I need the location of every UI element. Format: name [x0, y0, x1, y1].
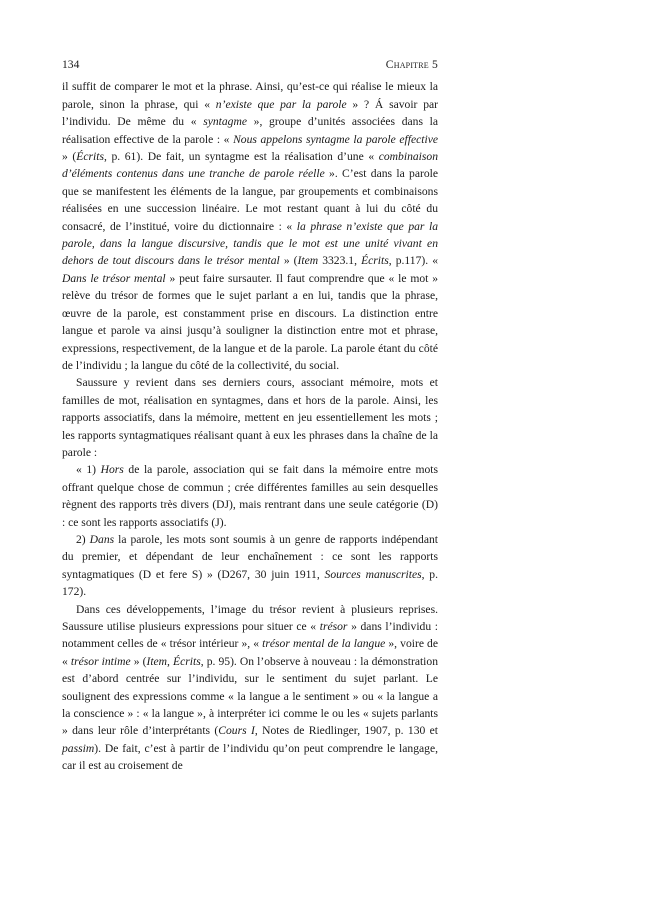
- italic-text: Sources manuscrites: [324, 567, 422, 581]
- text-run: » (: [279, 254, 298, 268]
- text-run: », groupe d’unités associées dans la réalisation effective de la parole : «: [62, 115, 438, 146]
- running-header: [62, 56, 438, 73]
- text-run: la parole, les mots sont soumis à un genre de rapports indépendant du premier, et dépendant de leur enchaînement : ce sont les rapports syntagmatiques (D et fere S) » (D267, 30 juin 1911,: [62, 532, 438, 581]
- book-page: [62, 56, 438, 775]
- italic-text: la phrase n’existe que par la parole, dans la langue discursive, tandis que le mot est une unité vivant en dehors de tout discours dans le trésor mental: [62, 219, 439, 268]
- paragraph: [62, 531, 438, 601]
- text-run: » (: [62, 150, 77, 164]
- text-run: , p. 95). On l’observe à nouveau : la démonstration est d’abord centrée sur l’individu, sur le sentiment du sujet parlant. Le soulignent des expressions comme « la langue a le sentiment » ou « la langue a la conscience » : « la langue », à interpréter ici comme le ou les « sujets parlants » dans leur rôle d’interprétants (: [62, 654, 439, 738]
- text-run: Dans ces développements, l’image du trésor revient à plusieurs reprises. Saussure utilise plusieurs expressions pour situer ce «: [62, 602, 438, 633]
- text-run: « 1): [76, 463, 101, 477]
- italic-text: combinaison d’éléments contenus dans une tranche de parole réelle: [62, 150, 438, 181]
- text-run: 2): [76, 532, 90, 546]
- text-run: » ? Á savoir par l’individu. De même du «: [62, 97, 438, 129]
- italic-text: Dans le trésor mental: [62, 271, 166, 285]
- paragraph: [62, 461, 438, 531]
- text-run: , p. 172).: [62, 567, 438, 599]
- text-run: il suffit de comparer le mot et la phrase. Ainsi, qu’est-ce qui réalise le mieux la parole, sinon la phrase, qui «: [62, 80, 438, 111]
- italic-text: Cours I: [218, 724, 255, 738]
- italic-text: Nous appelons syntagme la parole effective: [233, 132, 439, 146]
- italic-text: trésor: [319, 620, 348, 633]
- paragraph: [62, 601, 438, 775]
- text-run: , p. 61). De fait, un syntagme est la réalisation d’une «: [103, 150, 379, 164]
- text-run: ». C’est dans la parole que se manifestent les éléments de la langue, par groupements et combinaisons réalisées en une succession linéaire. Le mot restant quant à lui du côté du consacré, de l’institué, voire du dictionnaire : «: [62, 167, 438, 233]
- paragraph: [62, 78, 438, 374]
- italic-text: Écrits: [76, 150, 104, 164]
- text-run: , Notes de Riedlinger, 1907, p. 130 et: [254, 724, 438, 738]
- paragraph: [62, 374, 438, 461]
- italic-text: Item, Écrits: [146, 654, 201, 668]
- text-run: de la parole, association qui se fait dans la mémoire entre mots offrant quelque chose de commun ; crée différentes familles au sein desquelles règnent des rapports très divers (DJ), mais rentrant dans une seule catégorie (D) : ce sont les rapports associatifs (J).: [62, 463, 438, 529]
- italic-text: trésor intime: [70, 654, 131, 668]
- text-run: , p.117). «: [388, 254, 438, 268]
- text-run: 3323.1,: [318, 254, 362, 268]
- text-run: », voire de «: [62, 637, 439, 668]
- italic-text: Item: [297, 254, 319, 268]
- page-number: 134: [62, 58, 80, 71]
- text-run: » dans l’individu : notamment celles de « trésor intérieur », «: [62, 620, 438, 651]
- italic-text: syntagme: [203, 115, 247, 129]
- chapter-title: Chapitre 5: [385, 58, 438, 71]
- text-run: ). De fait, c’est à partir de l’individu qu’on peut comprendre le langage, car il est au croisement de: [62, 741, 438, 773]
- body-text: [62, 78, 438, 774]
- italic-text: Dans: [89, 532, 115, 546]
- italic-text: passim: [62, 741, 95, 755]
- italic-text: Hors: [100, 463, 124, 477]
- italic-text: trésor mental de la langue: [262, 637, 386, 651]
- italic-text: n’existe que par la parole: [215, 97, 347, 111]
- text-run: » (: [130, 654, 147, 668]
- text-run: » peut faire sursauter. Il faut comprendre que « le mot » relève du trésor de formes que le sujet parlant a en lui, tandis que la phrase, œuvre de la parole, est constamment prise en discours. La distinction entre langue et parole va ainsi jusqu’à souligner la distinction entre mot et phrase, expressions, respectivement, de la langue et de la parole. La parole étant du côté de l’individu ; la langue du côté de la collectivité, du social.: [62, 271, 439, 372]
- italic-text: Écrits: [361, 254, 389, 268]
- text-run: Saussure y revient dans ses derniers cours, associant mémoire, mots et familles de mot, réalisation en syntagmes, dans et hors de la parole. Ainsi, les rapports associatifs, dans la mémoire, mettent en jeu essentiellement les mots ; les rapports syntagmatiques réalisant quant à eux les phrases dans la chaîne de la parole :: [62, 376, 438, 459]
